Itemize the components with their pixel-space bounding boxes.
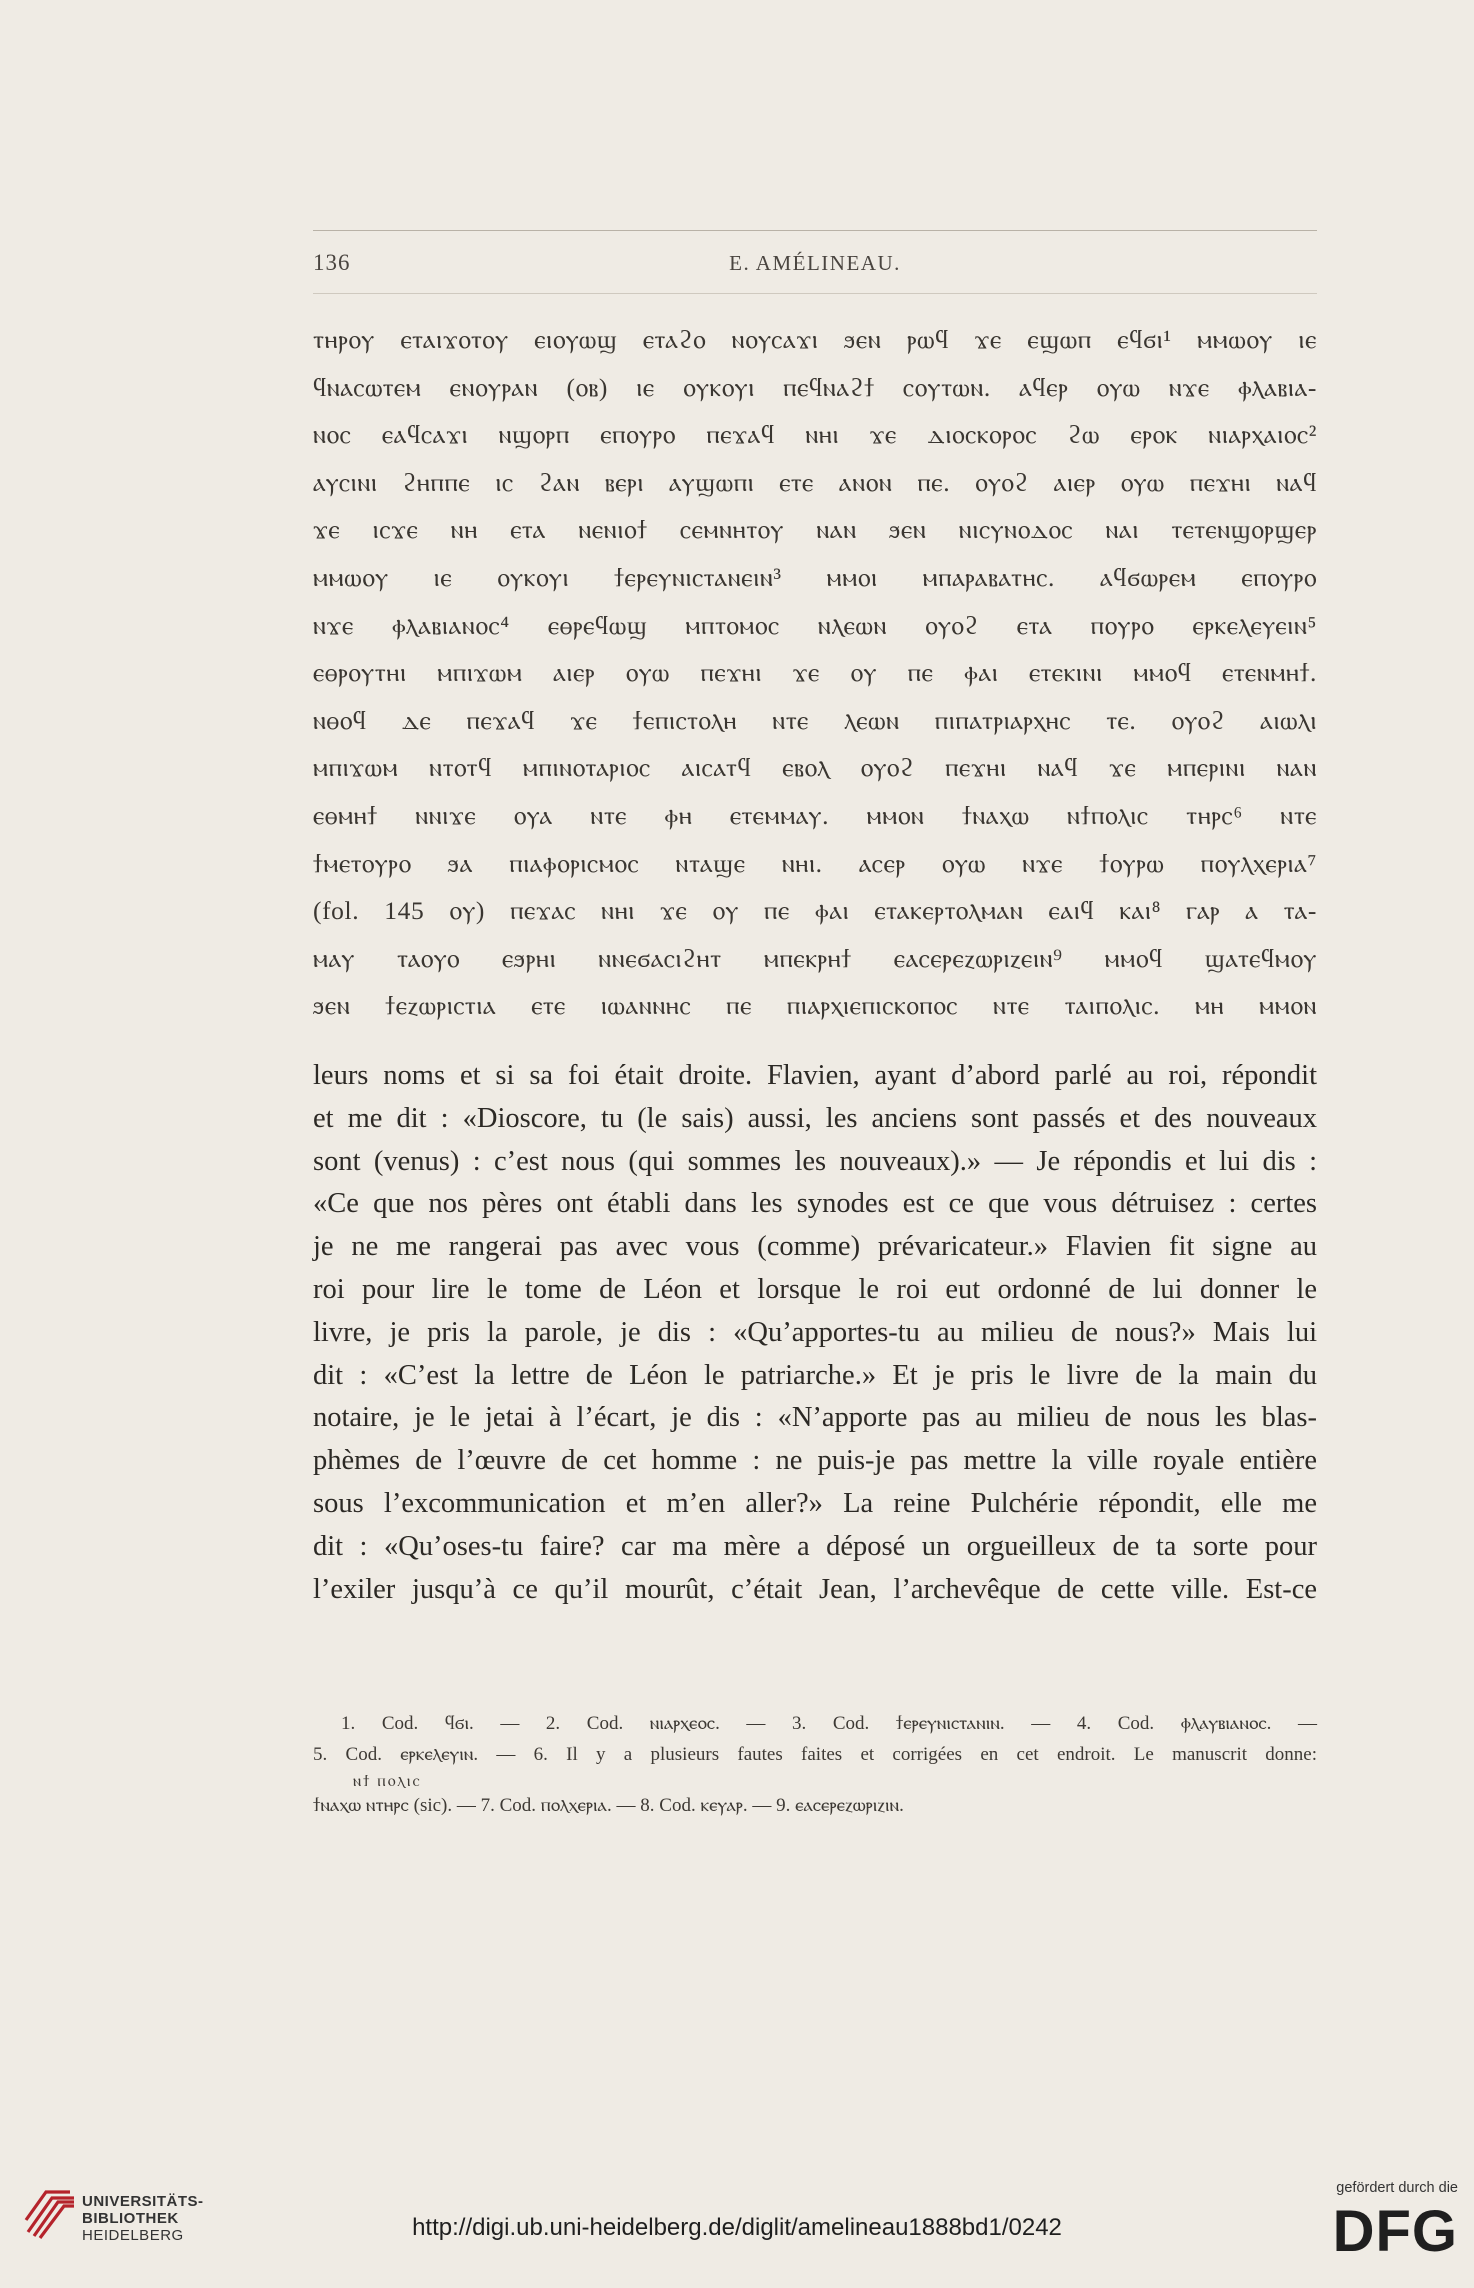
coptic-line: ϧⲉⲛ ϯⲉⲍⲱⲣⲓⲥⲧⲓⲁ ⲉⲧⲉ ⲓⲱⲁⲛⲛⲏⲥ ⲡⲉ ⲡⲓⲁⲣⲭⲓⲉⲡⲓⲥⲕⲟⲡⲟⲥ ⲛⲧⲉ ⲧⲁⲓⲡⲟⲗⲓⲥ. ⲙⲏ ⲙⲙⲟⲛ xyxy=(313,991,1317,1021)
french-line: leurs noms et si sa foi était droite. Flavien, ayant d’abord parlé au roi, répondit xyxy=(313,1060,1317,1091)
running-header xyxy=(313,250,1317,280)
library-name-line: HEIDELBERG xyxy=(82,2227,184,2244)
coptic-line: ⲛⲟⲥ ⲉⲁϥⲥⲁϫⲓ ⲛϣⲟⲣⲡ ⲉⲡⲟⲩⲣⲟ ⲡⲉϫⲁϥ ⲛⲏⲓ ϫⲉ ⲇⲓⲟⲥⲕⲟⲣⲟⲥ ϩⲱ ⲉⲣⲟⲕ ⲛⲓⲁⲣⲭⲁⲓⲟⲥ² xyxy=(313,420,1317,450)
coptic-line: ⲁⲩⲥⲓⲛⲓ ϩⲏⲡⲡⲉ ⲓⲥ ϩⲁⲛ ⲃⲉⲣⲓ ⲁⲩϣⲱⲡⲓ ⲉⲧⲉ ⲁⲛⲟⲛ ⲡⲉ. ⲟⲩⲟϩ ⲁⲓⲉⲣ ⲟⲩⲱ ⲡⲉϫⲏⲓ ⲛⲁϥ xyxy=(313,467,1317,497)
coptic-line: ϥⲛⲁⲥⲱⲧⲉⲙ ⲉⲛⲟⲩⲣⲁⲛ (ⲟⲃ) ⲓⲉ ⲟⲩⲕⲟⲩⲓ ⲡⲉϥⲛⲁϩϯ ⲥⲟⲩⲧⲱⲛ. ⲁϥⲉⲣ ⲟⲩⲱ ⲛϫⲉ ⲫⲗⲁⲃⲓⲁ- xyxy=(313,372,1317,402)
coptic-line: ϫⲉ ⲓⲥϫⲉ ⲛⲏ ⲉⲧⲁ ⲛⲉⲛⲓⲟϯ ⲥⲉⲙⲛⲏⲧⲟⲩ ⲛⲁⲛ ϧⲉⲛ ⲛⲓⲥⲩⲛⲟⲇⲟⲥ ⲛⲁⲓ ⲧⲉⲧⲉⲛϣⲟⲣϣⲉⲣ xyxy=(313,515,1317,545)
footnote-line: 5. Cod. ⲉⲣⲕⲉⲗⲉⲩⲓⲛ. — 6. Il y a plusieurs fautes faites et corrigées en cet endroit. Le manuscrit donne: xyxy=(313,1744,1317,1765)
coptic-text-block xyxy=(313,316,1317,1030)
french-translation-block xyxy=(313,1055,1317,1611)
coptic-line: ⲛⲑⲟϥ ⲇⲉ ⲡⲉϫⲁϥ ϫⲉ ϯⲉⲡⲓⲥⲧⲟⲗⲏ ⲛⲧⲉ ⲗⲉⲱⲛ ⲡⲓⲡⲁⲧⲣⲓⲁⲣⲭⲏⲥ ⲧⲉ. ⲟⲩⲟϩ ⲁⲓⲱⲗⲓ xyxy=(313,705,1317,735)
coptic-line: ⲙⲁⲩ ⲧⲁⲟⲩⲟ ⲉϧⲣⲏⲓ ⲛⲛⲉϭⲁⲥⲓϩⲏⲧ ⲙⲡⲉⲕⲣⲏϯ ⲉⲁⲥⲉⲣⲉⲍⲱⲣⲓⲍⲉⲓⲛ⁹ ⲙⲙⲟϥ ϣⲁⲧⲉϥⲙⲟⲩ xyxy=(313,943,1317,973)
french-line: phèmes de l’œuvre de cet homme : ne puis-je pas mettre la ville royale entière xyxy=(313,1445,1317,1477)
footnote-line: 1. Cod. ϥϭⲓ. — 2. Cod. ⲛⲓⲁⲣⲭⲉⲟⲥ. — 3. Cod. ϯⲉⲣⲉⲩⲛⲓⲥⲧⲁⲛⲓⲛ. — 4. Cod. ⲫⲗⲁⲩⲃⲓⲁⲛⲟⲥ. — xyxy=(341,1713,1317,1734)
footnote-line: ϯⲛⲁⲭⲱ ⲛⲧⲏⲣⲥ (sic). — 7. Cod. ⲡⲟⲗⲭⲉⲣⲓⲁ. — 8. Cod. ⲕⲉⲩⲁⲣ. — 9. ⲉⲁⲥⲉⲣⲉⲍⲱⲣⲓⲍⲓⲛ. xyxy=(313,1795,904,1816)
library-name-line: UNIVERSITÄTS- xyxy=(82,2193,204,2210)
french-line: et me dit : «Dioscore, tu (le sais) aussi, les anciens sont passés et des nouveaux xyxy=(313,1102,1317,1134)
french-line: sont (venus) : c’est nous (qui sommes les nouveaux).» — Je répondis et lui dis : xyxy=(313,1145,1317,1177)
coptic-line: ⲙⲙⲱⲟⲩ ⲓⲉ ⲟⲩⲕⲟⲩⲓ ϯⲉⲣⲉⲩⲛⲓⲥⲧⲁⲛⲉⲓⲛ³ ⲙⲙⲟⲓ ⲙⲡⲁⲣⲁⲃⲁⲧⲏⲥ. ⲁϥϭⲱⲣⲉⲙ ⲉⲡⲟⲩⲣⲟ xyxy=(313,562,1317,592)
sponsor-label: gefördert durch die xyxy=(1336,2180,1458,2196)
dfg-logo xyxy=(1298,2200,1458,2264)
coptic-line: ⲙⲡⲓϫⲱⲙ ⲛⲧⲟⲧϥ ⲙⲡⲓⲛⲟⲧⲁⲣⲓⲟⲥ ⲁⲓⲥⲁⲧϥ ⲉⲃⲟⲗ ⲟⲩⲟϩ ⲡⲉϫⲏⲓ ⲛⲁϥ ϫⲉ ⲙⲡⲉⲣⲓⲛⲓ ⲛⲁⲛ xyxy=(313,753,1317,783)
french-line: dit : «C’est la lettre de Léon le patriarche.» Et je pris le livre de la main du xyxy=(313,1359,1317,1391)
french-line: je ne me rangerai pas avec vous (comme) prévaricateur.» Flavien fit signe au xyxy=(313,1231,1317,1263)
coptic-line: ⲉⲑⲙⲏϯ ⲛⲛⲓϫⲉ ⲟⲩⲁ ⲛⲧⲉ ⲫⲏ ⲉⲧⲉⲙⲙⲁⲩ. ⲙⲙⲟⲛ ϯⲛⲁⲭⲱ ⲛϯⲡⲟⲗⲓⲥ ⲧⲏⲣⲥ⁶ ⲛⲧⲉ xyxy=(313,800,1317,830)
french-line: dit : «Qu’oses-tu faire? car ma mère a déposé un orgueilleux de ta sorte pour xyxy=(313,1530,1317,1562)
french-line: livre, je pris la parole, je dis : «Qu’apportes-tu au milieu de nous?» Mais lui xyxy=(313,1316,1317,1348)
coptic-line: ⲛϫⲉ ⲫⲗⲁⲃⲓⲁⲛⲟⲥ⁴ ⲉⲑⲣⲉϥⲱϣ ⲙⲡⲧⲟⲙⲟⲥ ⲛⲗⲉⲱⲛ ⲟⲩⲟϩ ⲉⲧⲁ ⲡⲟⲩⲣⲟ ⲉⲣⲕⲉⲗⲉⲩⲉⲓⲛ⁵ xyxy=(313,610,1317,640)
coptic-line: ⲧⲏⲣⲟⲩ ⲉⲧⲁⲓϫⲟⲧⲟⲩ ⲉⲓⲟⲩⲱϣ ⲉⲧⲁϩⲟ ⲛⲟⲩⲥⲁϫⲓ ϧⲉⲛ ⲣⲱϥ ϫⲉ ⲉϣⲱⲡ ⲉϥϭⲓ¹ ⲙⲙⲱⲟⲩ ⲓⲉ xyxy=(313,325,1317,354)
coptic-line: ⲉⲑⲣⲟⲩⲧⲏⲓ ⲙⲡⲓϫⲱⲙ ⲁⲓⲉⲣ ⲟⲩⲱ ⲡⲉϫⲏⲓ ϫⲉ ⲟⲩ ⲡⲉ ⲫⲁⲓ ⲉⲧⲉⲕⲓⲛⲓ ⲙⲙⲟϥ ⲉⲧⲉⲛⲙⲏϯ. xyxy=(313,658,1317,688)
footnotes xyxy=(313,1708,1317,1821)
coptic-line: (fol. 145 ⲟⲩ) ⲡⲉϫⲁⲥ ⲛⲏⲓ ϫⲉ ⲟⲩ ⲡⲉ ⲫⲁⲓ ⲉⲧⲁⲕⲉⲣⲧⲟⲗⲙⲁⲛ ⲉⲁⲓϥ ⲕⲁⲓ⁸ ⲅⲁⲣ ⲁ ⲧⲁ- xyxy=(313,896,1317,926)
french-line: «Ce que nos pères ont établi dans les synodes est ce que vous détruisez : certes xyxy=(313,1188,1317,1220)
header-top-rule xyxy=(313,230,1317,231)
header-bottom-rule xyxy=(313,293,1317,294)
coptic-line: ϯⲙⲉⲧⲟⲩⲣⲟ ϧⲁ ⲡⲓⲁⲫⲟⲣⲓⲥⲙⲟⲥ ⲛⲧⲁϣⲉ ⲛⲏⲓ. ⲁⲥⲉⲣ ⲟⲩⲱ ⲛϫⲉ ϯⲟⲩⲣⲱ ⲡⲟⲩⲗⲭⲉⲣⲓⲁ⁷ xyxy=(313,848,1317,878)
french-line: l’exiler jusqu’à ce qu’il mourût, c’était Jean, l’archevêque de cette ville. Est-ce xyxy=(313,1573,1317,1605)
page-number: 136 xyxy=(313,250,351,275)
digitization-footer xyxy=(0,2170,1474,2288)
running-title: E. AMÉLINEAU. xyxy=(729,251,901,275)
permalink-url[interactable]: http://digi.ub.uni-heidelberg.de/diglit/amelineau1888bd1/0242 xyxy=(412,2214,1062,2241)
library-name-line: BIBLIOTHEK xyxy=(82,2210,179,2227)
french-line: roi pour lire le tome de Léon et lorsque le roi eut ordonné de lui donner le xyxy=(313,1273,1317,1305)
french-line: sous l’excommunication et m’en aller?» La reine Pulchérie répondit, elle me xyxy=(313,1487,1317,1519)
interlinear-text: ⲛϯ ⲡⲟⲗⲓⲥ xyxy=(353,1773,422,1790)
footnote-interlinear-correction xyxy=(313,1770,1317,1790)
dfg-logo-text: DFG xyxy=(1332,2199,1458,2264)
french-line: notaire, je le jetai à l’écart, je dis : «N’apporte pas au milieu de nous les blas- xyxy=(313,1402,1317,1434)
